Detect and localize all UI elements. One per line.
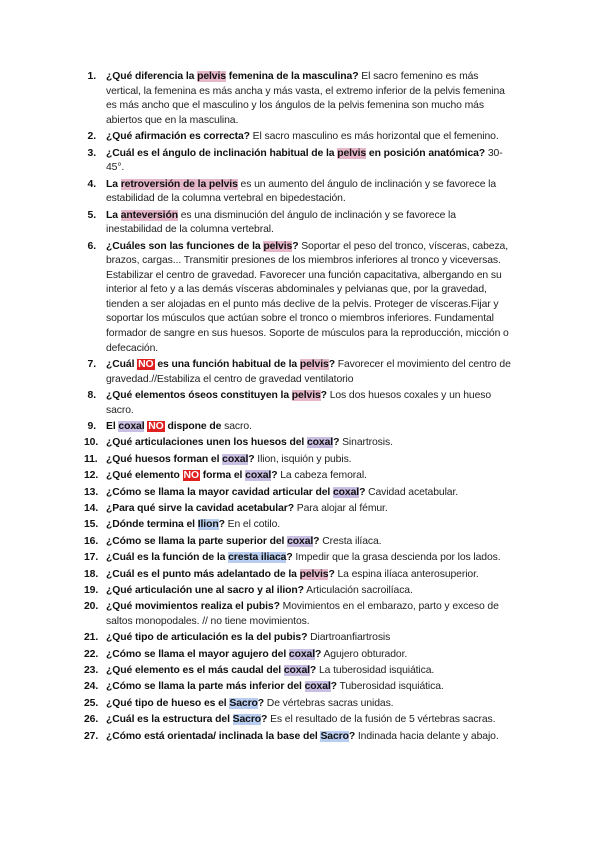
question-segment: ¿Qué tipo de articulación es la del pubis? (106, 632, 308, 644)
highlighted-term: Ilion (197, 519, 219, 531)
question-segment: ¿Qué afirmación es correcta? (106, 131, 250, 143)
question-text (106, 569, 335, 580)
question-text (106, 470, 277, 481)
list-item (88, 130, 512, 145)
list-item (84, 535, 512, 550)
highlighted-term: coxal (245, 470, 272, 482)
highlighted-term: coxal (283, 665, 310, 677)
question-text (106, 71, 358, 82)
list-item (88, 389, 512, 418)
list-item (84, 551, 512, 566)
question-list (84, 70, 512, 744)
question-segment: ¿Cuál (106, 359, 138, 371)
question-segment: ? (313, 535, 320, 547)
item-number: 6. (87, 240, 96, 252)
highlighted-term: Sacro (320, 730, 349, 742)
question-segment: ? (328, 568, 335, 580)
question-text (106, 210, 178, 221)
list-item (84, 713, 512, 728)
question-segment: dispone de (164, 421, 222, 433)
question-segment: ? (261, 714, 268, 726)
item-number: 7. (87, 359, 96, 371)
answer-text: De vértebras sacras unidas. (264, 697, 394, 709)
question-text (106, 632, 307, 643)
item-number: 14. (84, 502, 99, 514)
highlighted-term: pelvis (299, 359, 329, 371)
highlighted-term: pelvis (291, 390, 321, 402)
item-number: 19. (84, 584, 99, 596)
highlighted-term: NO (183, 470, 199, 482)
list-item (84, 600, 512, 629)
question-segment: ¿Dónde termina el (106, 519, 198, 531)
answer-text: Movimientos en el embarazo, parto y exceso de saltos monopodales. // no tiene movimientos. (106, 601, 499, 627)
answer-text: La cabeza femoral. (277, 470, 367, 482)
question-text (106, 131, 250, 142)
question-segment: ? (359, 486, 366, 498)
item-number: 11. (84, 453, 98, 465)
question-segment: ¿Cómo se llama la parte superior del (106, 535, 288, 547)
item-number: 1. (87, 71, 96, 82)
highlighted-term: Sacro (229, 697, 258, 709)
list-item (84, 469, 512, 484)
question-text (106, 731, 355, 742)
question-text (106, 681, 337, 692)
item-number: 3. (87, 147, 96, 159)
highlighted-term: NO (138, 359, 154, 371)
question-segment: ? (292, 240, 299, 252)
question-segment: ¿Qué articulaciones unen los huesos del (106, 437, 307, 449)
question-segment: femenina de la masculina? (225, 71, 359, 82)
answer-text: 30-45°. (106, 147, 503, 174)
answer-text: Es el resultado de la fusión de 5 vértebras sacras. (267, 714, 496, 726)
answer-text: Diartroanfiartrosis (307, 632, 391, 644)
answer-text: Indinada hacia delante y abajo. (355, 730, 499, 742)
item-number: 21. (84, 632, 99, 644)
highlighted-term: pelvis (299, 568, 329, 580)
question-segment: ? (271, 470, 278, 482)
question-segment: La (106, 209, 121, 221)
list-item (84, 680, 512, 695)
answer-text: sacro. (221, 421, 252, 433)
question-segment: El (106, 421, 119, 433)
highlighted-term: coxal (287, 535, 314, 547)
list-item (84, 730, 512, 745)
highlighted-term: anteversión (120, 209, 178, 221)
question-text (106, 359, 335, 370)
highlighted-term: retroversión de la pelvis (120, 178, 238, 190)
question-text (106, 454, 255, 465)
item-number: 24. (84, 681, 99, 693)
answer-text: El sacro masculino es más horizontal que el femenino. (249, 131, 499, 143)
question-segment: ? (320, 390, 327, 402)
question-segment: ¿Cómo se llama el mayor agujero del (106, 648, 289, 660)
item-number: 20. (84, 601, 99, 613)
question-segment: ? (315, 648, 322, 660)
answer-text: Favorecer el movimiento del centro de gravedad.//Estabiliza el centro de gravedad ventilatorio (106, 359, 511, 385)
answer-text: En el cotilo. (224, 519, 281, 531)
highlighted-term: coxal (288, 648, 315, 660)
question-segment: ¿Qué huesos forman el (106, 453, 223, 465)
question-text (106, 148, 485, 159)
question-segment: ¿Cuál es el punto más adelantado de la (106, 568, 300, 580)
list-item (88, 178, 512, 207)
list-item (84, 518, 512, 533)
answer-text: Sinartrosis. (339, 437, 393, 449)
highlighted-term: coxal (332, 486, 360, 498)
item-number: 23. (84, 665, 99, 677)
item-number: 22. (84, 648, 99, 660)
question-segment: ? (286, 552, 293, 564)
answer-text: Tuberosidad isquiática. (336, 681, 444, 693)
item-number: 8. (87, 390, 96, 402)
answer-text: El sacro femenino es más vertical, la femenina es más ancha y más vasta, el extremo inferior de la pelvis femenina es más ancho que el masculino y los ángulos de la pelvis femenina son mucho más abiertos que en la masculina. (106, 71, 505, 126)
answer-text: Cavidad acetabular. (365, 486, 459, 498)
question-segment: ¿Cuáles son las funciones de la (106, 240, 264, 252)
list-item (84, 436, 512, 451)
item-number: 2. (87, 131, 96, 143)
question-segment: ¿Cómo se llama la parte más inferior del (106, 681, 305, 693)
question-segment: ? (257, 697, 265, 709)
question-segment: ¿Qué elementos óseos constituyen la (106, 390, 292, 402)
question-segment: ¿Qué elemento (106, 470, 183, 482)
list-item (84, 664, 512, 679)
question-text (106, 585, 304, 596)
question-segment: ¿Qué elemento es el más caudal del (106, 665, 284, 677)
item-number: 12. (84, 470, 99, 482)
highlighted-term: coxal (304, 681, 331, 693)
highlighted-term: coxal (118, 421, 145, 433)
question-segment: ? (309, 665, 317, 677)
question-text (106, 487, 365, 498)
question-text (106, 536, 319, 547)
item-number: 9. (87, 421, 96, 433)
question-text (106, 649, 321, 660)
highlighted-term: pelvis (337, 147, 367, 159)
list-item (88, 420, 512, 435)
question-segment: ¿Cuál es la función de la (106, 552, 229, 564)
list-item (84, 486, 512, 501)
question-text (106, 665, 316, 676)
question-segment: es una función habitual de la (154, 359, 300, 371)
list-item (84, 502, 512, 517)
item-number: 15. (84, 519, 99, 531)
list-item (88, 240, 512, 357)
answer-text: La espina ilíaca anterosuperior. (334, 568, 479, 580)
item-number: 13. (84, 486, 99, 498)
question-segment: forma el (199, 470, 246, 482)
list-item (88, 358, 512, 387)
question-segment: ? (328, 359, 335, 371)
answer-text: La tuberosidad isquiática. (316, 665, 435, 677)
question-segment: ¿Qué articulación une al sacro y al ilion? (106, 584, 304, 596)
question-segment: ¿Qué diferencia la (106, 71, 198, 82)
question-segment: ¿Para qué sirve la cavidad acetabular? (106, 502, 294, 514)
item-number: 27. (84, 730, 99, 742)
list-item (84, 697, 512, 712)
question-text (106, 519, 225, 530)
list-item (88, 209, 512, 238)
highlighted-term: coxal (222, 453, 249, 465)
answer-text: Para alojar al fémur. (293, 502, 388, 514)
question-segment: ¿Cómo está orientada/ inclinada la base del (106, 730, 321, 742)
question-segment: ¿Qué movimientos realiza el pubis? (106, 601, 280, 613)
list-item (88, 147, 512, 176)
list-item (84, 568, 512, 583)
list-item (84, 631, 512, 646)
question-segment: ¿Cómo se llama la mayor cavidad articular del (106, 486, 333, 498)
list-item (84, 584, 512, 599)
question-segment: ? (330, 681, 337, 693)
question-text (106, 421, 221, 432)
question-segment: ¿Qué tipo de hueso es el (106, 697, 230, 709)
item-number: 4. (87, 178, 96, 190)
item-number: 16. (84, 535, 99, 547)
question-text (106, 552, 293, 563)
question-text (106, 437, 339, 448)
question-segment: ¿Cuál es la estructura del (106, 714, 233, 726)
answer-text: Impedir que la grasa descienda por los lados. (292, 552, 501, 564)
question-segment: ? (218, 519, 225, 531)
question-text (106, 601, 280, 612)
item-number: 17. (84, 552, 99, 564)
highlighted-term: coxal (306, 437, 334, 449)
list-item (84, 648, 512, 663)
highlighted-term: pelvis (197, 71, 226, 82)
item-number: 10. (84, 437, 99, 449)
answer-text: Agujero obturador. (321, 648, 408, 660)
question-segment: ? (348, 730, 356, 742)
answer-text: Los dos huesos coxales y un hueso sacro. (106, 390, 492, 416)
answer-text: Ilion, isquión y pubis. (254, 453, 352, 465)
highlighted-term: cresta iliaca (228, 552, 287, 564)
question-text (106, 390, 327, 401)
question-text (106, 241, 298, 252)
question-segment: La (106, 178, 121, 190)
question-text (106, 714, 267, 725)
question-text (106, 503, 294, 514)
answer-text: es un aumento del ángulo de inclinación y se favorece la estabilidad de la columna vertebral en bipedestación. (106, 178, 497, 205)
list-item (84, 453, 512, 468)
question-text (106, 179, 238, 190)
question-text (106, 698, 264, 709)
answer-text: Articulación sacroilíaca. (303, 584, 413, 596)
answer-text: es una disminución del ángulo de inclinación y se favorece la inestabilidad de la columna vertebral. (106, 209, 456, 236)
item-number: 5. (87, 209, 96, 221)
highlighted-term: pelvis (263, 240, 293, 252)
item-number: 18. (84, 568, 99, 580)
highlighted-term: Sacro (232, 714, 262, 726)
question-segment: ¿Cuál es el ángulo de inclinación habitual de la (106, 147, 338, 159)
highlighted-term: NO (148, 421, 164, 433)
question-segment: en posición anatómica? (366, 147, 486, 159)
item-number: 26. (84, 714, 99, 726)
question-segment: ? (248, 453, 255, 465)
list-item (88, 70, 512, 128)
answer-text: Cresta ilíaca. (319, 535, 382, 547)
item-number: 25. (84, 697, 99, 709)
answer-text: Soportar el peso del tronco, vísceras, cabeza, brazos, cargas... Transmitir presiones de los miembros inferiores al tronco y viceversas. Estabilizar el centro de gravedad. Favorecer una función capacitativa, albergando en su interior al feto y a las demás vísceras abdominales y pelvianas que, por la gravedad, tienden a ser alojadas en el punto más declive de la pelvis. Proteger de vísceras.Fijar y soportar los músculos que actúan sobre el tronco o miembros inferiores. Fundamental formador de sangre en sus huesos. Soporte de músculos para la reproducción, micción o defecación. (106, 240, 509, 354)
question-segment: ? (333, 437, 340, 449)
